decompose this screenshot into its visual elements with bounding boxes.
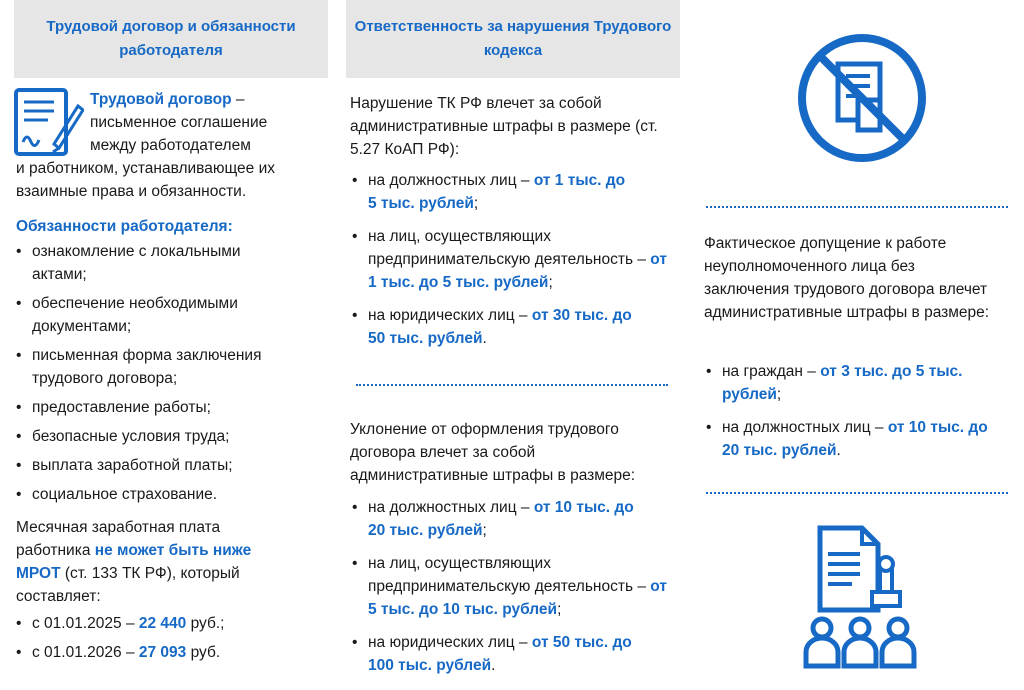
fines-list-violation (346, 169, 680, 350)
admission-intro: Фактическое допущение к работе неуполномоченного лица без заключения трудового договора влечет административные штрафы в размере: (704, 235, 990, 321)
duties-title: Обязанности работодателя: (16, 218, 233, 235)
list-item: • предоставление работы; (14, 396, 328, 419)
fines-list-admission (704, 360, 1004, 462)
evasion-intro: Уклонение от оформления трудового договора влечет за собой административные штрафы в размере: (350, 421, 636, 484)
column-liability (346, 0, 680, 674)
list-item: • на граждан – от 3 тыс. до 5 тыс. рублей; (704, 360, 992, 406)
column-employment-contract (14, 0, 328, 664)
list-item: • на лиц, осуществляющих предпринимательскую деятельность – от 5 тыс. до 10 тыс. рублей; (350, 552, 673, 621)
section-header-contract: Трудовой договор и обязанности работодателя (14, 0, 328, 78)
section-header-liability: Ответственность за нарушения Трудового кодекса (346, 0, 680, 78)
list-item: • ознакомление с локальными актами; (14, 240, 282, 286)
list-item: • на юридических лиц – от 30 тыс. до 50 тыс. рублей. (350, 304, 648, 350)
contract-sign-icon (14, 86, 84, 160)
mrot-list (14, 612, 328, 664)
violation-intro: Нарушение ТК РФ влечет за собой административные штрафы в размере (ст. 5.27 КоАП РФ): (350, 95, 658, 158)
divider (706, 492, 1008, 494)
contract-term: Трудовой договор (90, 91, 232, 108)
list-item: • на лиц, осуществляющих предпринимательскую деятельность – от 1 тыс. до 5 тыс. рублей; (350, 225, 673, 294)
duties-list (14, 240, 328, 506)
list-item: • с 01.01.2026 – 27 093 руб. (14, 641, 328, 664)
list-item: • обеспечение необходимыми документами; (14, 292, 292, 338)
list-item: • на должностных лиц – от 1 тыс. до 5 тыс. рублей; (350, 169, 638, 215)
document-stamp-people-icon (800, 524, 920, 670)
list-item: • с 01.01.2025 – 22 440 руб.; (14, 612, 328, 635)
list-item: • на юридических лиц – от 50 тыс. до 100 тыс. рублей. (350, 631, 648, 677)
list-item: • социальное страхование. (14, 483, 328, 506)
no-document-icon (794, 30, 930, 166)
fines-list-evasion (350, 496, 670, 677)
list-item: • на должностных лиц – от 10 тыс. до 20 тыс. рублей. (704, 416, 997, 462)
divider (356, 384, 668, 386)
list-item: • выплата заработной платы; (14, 454, 328, 477)
list-item: • на должностных лиц – от 10 тыс. до 20 тыс. рублей; (350, 496, 638, 542)
divider (706, 206, 1008, 208)
minimum-wage-text: Месячная заработная плата работника не может быть ниже МРОТ (ст. 133 ТК РФ), который составляет: (16, 519, 252, 605)
contract-definition: Трудовой договор – письменное соглашение между работодателем и работником, устанавливающее их взаимные права и обязанности. (14, 86, 328, 203)
list-item: • письменная форма заключения трудового договора; (14, 344, 322, 390)
list-item: • безопасные условия труда; (14, 425, 328, 448)
